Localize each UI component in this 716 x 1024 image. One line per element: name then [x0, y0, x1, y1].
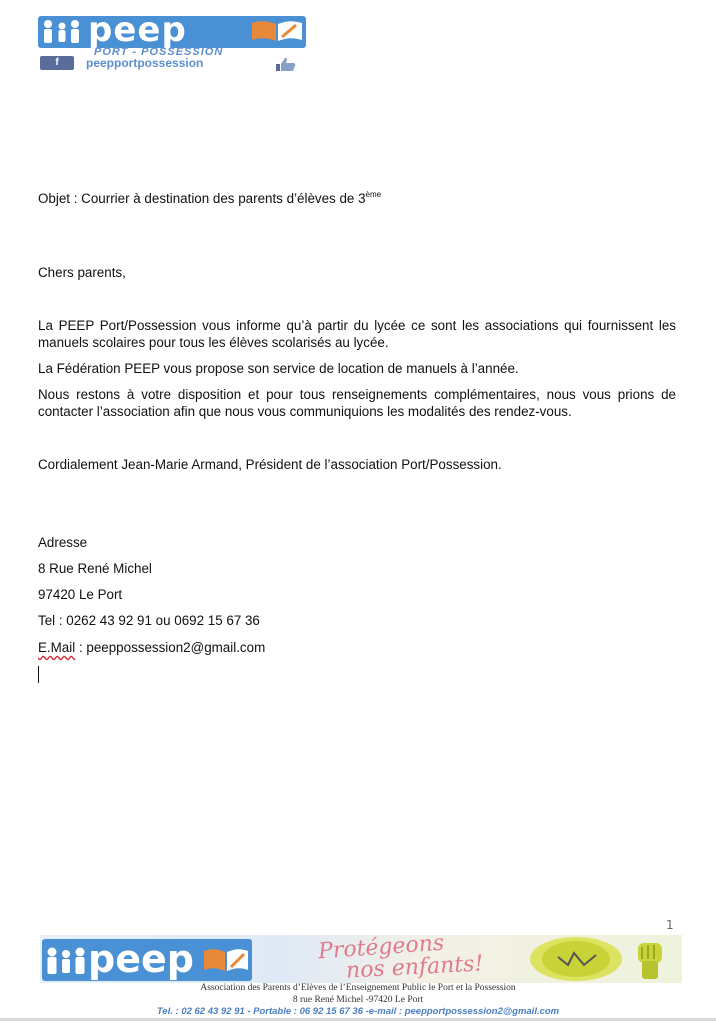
- email-value: : peeppossession2@gmail.com: [75, 640, 266, 655]
- phone-line: Tel : 0262 43 92 91 ou 0692 15 67 36: [38, 613, 260, 628]
- footer-people-icon: [44, 945, 88, 977]
- email-line: [38, 639, 265, 656]
- footer-association-name: Association des Parents d’Elèves de l’Enseignement Public le Port et la Possession: [200, 983, 516, 993]
- letter-subject: [38, 186, 381, 207]
- email-label: E.Mail: [38, 640, 76, 655]
- logo-banner: [38, 10, 306, 50]
- facebook-icon: f: [40, 56, 74, 70]
- peep-header-logo: [38, 10, 306, 72]
- letter-paragraph-1: La PEEP Port/Possession vous informe qu’à partir du lycée ce sont les associations qui fournissent les manuels scolaires pour tous les élèves scolarisés au lycée.: [38, 318, 676, 350]
- fist-icon: [628, 937, 672, 981]
- subject-text: Objet : Courrier à destination des parents d’élèves de 3: [38, 191, 366, 206]
- people-icon: [40, 18, 84, 46]
- slogan-line-2: nos enfants!: [345, 951, 484, 984]
- address-heading: Adresse: [38, 535, 88, 550]
- address-city: 97420 Le Port: [38, 587, 123, 602]
- page-number: 1: [666, 918, 674, 932]
- footer-address: 8 rue René Michel -97420 Le Port: [292, 995, 424, 1005]
- text-cursor[interactable]: [38, 666, 39, 683]
- address-street: 8 Rue René Michel: [38, 561, 152, 576]
- letter-paragraph-2: La Fédération PEEP vous propose son service de location de manuels à l’année.: [38, 361, 519, 376]
- flag-icon: [250, 19, 304, 45]
- thumbs-up-icon: [272, 56, 302, 72]
- footer-contact: Tel. : 02 62 43 92 91 - Portable : 06 92 15 67 36 -e-mail : peepportpossession2@gmail.com: [156, 1006, 560, 1017]
- smiley-face-icon: [518, 935, 628, 983]
- footer-banner: [40, 930, 682, 984]
- facebook-handle: peepportpossession: [86, 56, 204, 70]
- footer-flag-icon: [202, 947, 250, 975]
- logo-word: peep: [88, 10, 187, 50]
- letter-paragraph-3: Nous restons à votre disposition et pour tous renseignements complémentaires, nous vous prions de contacter l’association afin que nous vous communiquions les modalités des rendez-vous.: [38, 387, 676, 419]
- footer-logo-word: peep: [88, 937, 194, 981]
- letter-closing: Cordialement Jean-Marie Armand, Président de l’association Port/Possession.: [38, 457, 502, 472]
- letter-greeting: Chers parents,: [38, 265, 126, 280]
- footer-logo: [42, 939, 252, 981]
- logo-subtitle: PORT - POSSESSION: [94, 46, 224, 58]
- subject-superscript: ème: [365, 190, 382, 199]
- facebook-row: [38, 56, 306, 72]
- slogan-line-1: Protégeons: [317, 930, 445, 965]
